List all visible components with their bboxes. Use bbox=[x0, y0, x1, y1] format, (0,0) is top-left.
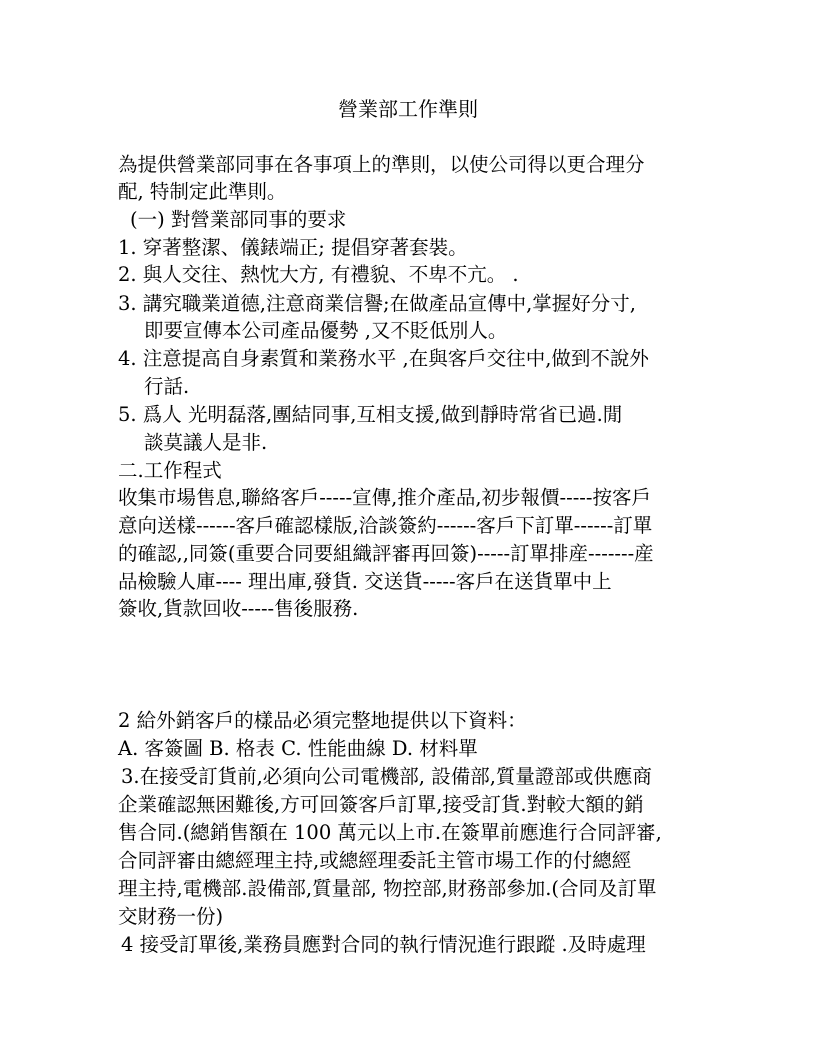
section2-body-line-5: 簽收,貨款回收-----售後服務. bbox=[118, 597, 359, 620]
section1-item-5-cont: 談莫議人是非. bbox=[144, 431, 268, 454]
section1-item-2: 2. 與人交往、熱忱大方, 有禮貌、不卑不亢。 . bbox=[118, 263, 519, 286]
intro-line-1: 為提供營業部同事在各事項上的準則，以使公司得以更合理分 bbox=[118, 153, 645, 176]
item-3-line-6: 交財務一份) bbox=[118, 905, 224, 928]
section1-item-3: 3. 講究職業道德,注意商業信譽;在做產品宣傳中,掌握好分寸, bbox=[118, 292, 636, 315]
section2-body-line-4: 品檢驗人庫---- 理出庫,發貨. 交送貨-----客戶在送貨單中上 bbox=[118, 570, 612, 593]
item-3-line-2: 企業確認無困難後,方可回簽客戶訂單,接受訂貨.對較大額的銷 bbox=[118, 793, 644, 816]
section1-item-4-cont: 行話. bbox=[144, 375, 190, 398]
item-3-line-4: 合同評審由總經理主持,或總經理委託主管市場工作的付總經 bbox=[118, 849, 632, 872]
section2-body-line-2: 意向送樣------客戶確認樣版,洽談簽約------客戶下訂單------訂單 bbox=[118, 514, 653, 537]
intro-line-2: 配, 特制定此準則。 bbox=[118, 180, 287, 203]
section1-heading: (一) 對營業部同事的要求 bbox=[130, 208, 347, 231]
item-3-line-1: 3.在接受訂貨前,必須向公司電機部, 設備部,質量證部或供應商 bbox=[121, 765, 652, 788]
section2-heading: 二.工作程式 bbox=[118, 459, 222, 482]
section1-item-3-cont: 即要宣傳本公司產品優勢 ,又不貶低別人。 bbox=[144, 319, 508, 342]
section1-item-4: 4. 注意提高自身素質和業務水平 ,在與客戶交往中,做到不說外 bbox=[118, 347, 649, 370]
item-3-line-3: 售合同.(總銷售額在 100 萬元以上市.在簽單前應進行合同評審, bbox=[118, 821, 662, 844]
section1-item-5: 5. 爲人 光明磊落,團結同事,互相支援,做到靜時常省已過.閒 bbox=[118, 403, 623, 426]
document-title: 營業部工作準則 bbox=[338, 97, 478, 121]
item-3-line-5: 理主持,電機部.設備部,質量部, 物控部,財務部參加.(合同及訂單 bbox=[118, 877, 657, 900]
section1-item-1: 1. 穿著整潔、儀錶端正; 提倡穿著套裝。 bbox=[118, 236, 468, 259]
item-4: 4 接受訂單後,業務員應對合同的執行情況進行跟蹤 .及時處理 bbox=[121, 933, 646, 956]
item-2: 2 給外銷客戶的樣品必須完整地提供以下資料： bbox=[118, 709, 527, 732]
section2-body-line-3: 的確認,,同簽(重要合同要組織評審再回簽)-----訂單排産-------産 bbox=[118, 542, 654, 565]
item-2-options: A. 客簽圖 B. 格表 C. 性能曲線 D. 材料單 bbox=[118, 737, 478, 760]
section2-body-line-1: 收集市場售息,聯絡客戶-----宣傳,推介產品,初步報價-----按客戶 bbox=[118, 486, 651, 509]
